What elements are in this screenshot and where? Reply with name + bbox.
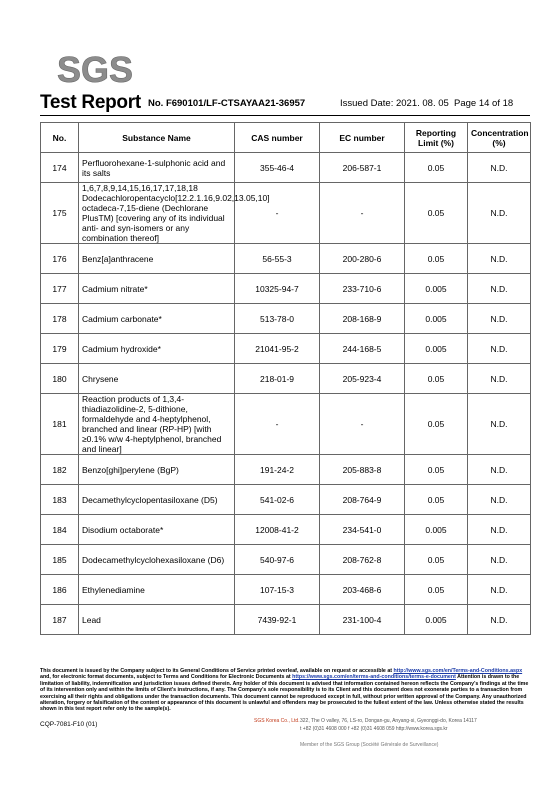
row-no: 174: [41, 153, 79, 183]
row-substance: 1,6,7,8,9,14,15,16,17,17,18,18 Dodecachloropentacyclo[12.2.1.16,9.02,13.05,10] octadeca-7,15-diene (Dechlorane PlusTM) [covering any of its individual anti- and syn-isomers or any combination thereof]: [79, 183, 235, 244]
row-limit: 0.05: [405, 244, 468, 274]
row-cas: -: [235, 183, 320, 244]
form-code: CQP-7081-F10 (01): [40, 721, 98, 728]
row-ec: 208-762-8: [320, 545, 405, 575]
report-title: Test Report: [40, 92, 141, 113]
table-row: [41, 364, 531, 394]
row-limit: 0.005: [405, 334, 468, 364]
row-substance: Ethylenediamine: [79, 575, 235, 605]
e-document-terms-link[interactable]: https://www.sgs.com/en/terms-and-conditions/terms-e-document: [292, 674, 456, 681]
row-substance: Cadmium carbonate*: [79, 304, 235, 334]
row-concentration: N.D.: [468, 334, 531, 364]
row-cas: 540-97-6: [235, 545, 320, 575]
row-concentration: N.D.: [468, 304, 531, 334]
row-ec: 231-100-4: [320, 605, 405, 635]
row-concentration: N.D.: [468, 485, 531, 515]
row-substance: Benz[a]anthracene: [79, 244, 235, 274]
row-limit: 0.05: [405, 183, 468, 244]
row-no: 182: [41, 455, 79, 485]
row-ec: 205-883-8: [320, 455, 405, 485]
table-row: [41, 455, 531, 485]
report-number: No. F690101/LF-CTSAYAA21-36957: [148, 98, 306, 109]
table-row: [41, 545, 531, 575]
row-ec: 205-923-4: [320, 364, 405, 394]
legal-disclaimer: [40, 668, 532, 713]
row-substance: Benzo[ghi]perylene (BgP): [79, 455, 235, 485]
issued-date: Issued Date: 2021. 08. 05: [340, 98, 449, 109]
row-cas: 218-01-9: [235, 364, 320, 394]
table-row: [41, 605, 531, 635]
company-contact: t +82 (0)31 4608 000 f +82 (0)31 4608 059 http://www.korea.sgs.kr: [300, 726, 448, 732]
row-limit: 0.05: [405, 394, 468, 455]
row-no: 175: [41, 183, 79, 244]
row-concentration: N.D.: [468, 515, 531, 545]
row-no: 181: [41, 394, 79, 455]
column-header-substance: Substance Name: [79, 123, 235, 153]
row-ec: 208-764-9: [320, 485, 405, 515]
group-membership: Member of the SGS Group (Société Générale de Surveillance): [300, 742, 439, 748]
row-limit: 0.05: [405, 153, 468, 183]
row-no: 176: [41, 244, 79, 274]
row-no: 178: [41, 304, 79, 334]
disclaimer-text-3: Attention is drawn to the limitation of liability, indemnification and jurisdiction issues defined therein. Any holder of this document is advised that information contained hereon reflects the Company's findings at the time of its intervention only and within the limits of Client's instructions, if any. The Company's sole responsibility is to its Client and this document does not exonerate parties to a transaction from exercising all their rights and obligations under the transaction documents. This document cannot be reproduced except in full, without prior written approval of the Company. Any unauthorized alteration, forgery or falsification of the content or appearance of this document is unlawful and offenders may be prosecuted to the fullest extent of the law. Unless otherwise stated the results shown in this test report refer only to the sample(s).: [40, 674, 529, 713]
table-row: [41, 515, 531, 545]
row-cas: 21041-95-2: [235, 334, 320, 364]
row-substance: Perfluorohexane-1-sulphonic acid and its salts: [79, 153, 235, 183]
row-cas: 12008-41-2: [235, 515, 320, 545]
row-concentration: N.D.: [468, 364, 531, 394]
column-header-limit: Reporting Limit (%): [405, 123, 468, 153]
row-concentration: N.D.: [468, 244, 531, 274]
row-no: 184: [41, 515, 79, 545]
row-no: 179: [41, 334, 79, 364]
row-substance: Dodecamethylcyclohexasiloxane (D6): [79, 545, 235, 575]
row-cas: 513-78-0: [235, 304, 320, 334]
sgs-logo-text: SGS: [56, 49, 134, 90]
row-limit: 0.005: [405, 274, 468, 304]
row-substance: Disodium octaborate*: [79, 515, 235, 545]
row-concentration: N.D.: [468, 183, 531, 244]
column-header-cas: CAS number: [235, 123, 320, 153]
table-row: [41, 274, 531, 304]
company-name: SGS Korea Co., Ltd.: [254, 718, 300, 724]
row-concentration: N.D.: [468, 605, 531, 635]
table-row: [41, 153, 531, 183]
row-no: 177: [41, 274, 79, 304]
row-limit: 0.05: [405, 485, 468, 515]
row-cas: 107-15-3: [235, 575, 320, 605]
row-limit: 0.005: [405, 515, 468, 545]
row-ec: -: [320, 394, 405, 455]
column-header-ec: EC number: [320, 123, 405, 153]
row-no: 183: [41, 485, 79, 515]
row-no: 186: [41, 575, 79, 605]
company-address: 322, The O valley, 76, LS-ro, Dongan-gu, Anyang-si, Gyeonggi-do, Korea 14117: [300, 718, 477, 724]
row-concentration: N.D.: [468, 394, 531, 455]
row-substance: Chrysene: [79, 364, 235, 394]
row-cas: 10325-94-7: [235, 274, 320, 304]
row-limit: 0.05: [405, 455, 468, 485]
row-ec: 203-468-6: [320, 575, 405, 605]
row-cas: 191-24-2: [235, 455, 320, 485]
row-cas: 541-02-6: [235, 485, 320, 515]
table-row: [41, 394, 531, 455]
row-limit: 0.005: [405, 304, 468, 334]
row-limit: 0.05: [405, 575, 468, 605]
table-header-row: [41, 123, 531, 153]
page-indicator: Page 14 of 18: [454, 98, 514, 109]
row-cas: -: [235, 394, 320, 455]
row-no: 185: [41, 545, 79, 575]
row-ec: 200-280-6: [320, 244, 405, 274]
row-concentration: N.D.: [468, 575, 531, 605]
row-substance: Cadmium nitrate*: [79, 274, 235, 304]
row-no: 187: [41, 605, 79, 635]
table-row: [41, 334, 531, 364]
row-ec: 244-168-5: [320, 334, 405, 364]
row-substance: Decamethylcyclopentasiloxane (D5): [79, 485, 235, 515]
row-cas: 56-55-3: [235, 244, 320, 274]
substance-table: [40, 122, 531, 635]
row-concentration: N.D.: [468, 274, 531, 304]
row-substance: Reaction products of 1,3,4-thiadiazolidine-2, 5-dithione, formaldehyde and 4-heptylphenol, branched and linear (RP-HP) [with ≥0.1% w/w 4-heptylphenol, branched and linear]: [79, 394, 235, 455]
disclaimer-text-2: and, for electronic format documents, subject to Terms and Conditions for Electronic Documents at: [40, 674, 293, 681]
table-row: [41, 183, 531, 244]
sgs-logo: [56, 49, 134, 90]
terms-link[interactable]: http://www.sgs.com/en/Terms-and-Conditions.aspx: [393, 668, 523, 674]
row-limit: 0.05: [405, 364, 468, 394]
row-substance: Cadmium hydroxide*: [79, 334, 235, 364]
row-ec: -: [320, 183, 405, 244]
row-concentration: N.D.: [468, 455, 531, 485]
row-no: 180: [41, 364, 79, 394]
row-ec: 234-541-0: [320, 515, 405, 545]
row-limit: 0.005: [405, 605, 468, 635]
row-ec: 206-587-1: [320, 153, 405, 183]
row-cas: 355-46-4: [235, 153, 320, 183]
column-header-concentration: Concentration (%): [468, 123, 531, 153]
row-concentration: N.D.: [468, 545, 531, 575]
row-concentration: N.D.: [468, 153, 531, 183]
row-ec: 208-168-9: [320, 304, 405, 334]
row-substance: Lead: [79, 605, 235, 635]
row-ec: 233-710-6: [320, 274, 405, 304]
table-row: [41, 575, 531, 605]
row-cas: 7439-92-1: [235, 605, 320, 635]
report-header: [40, 92, 530, 114]
table-row: [41, 485, 531, 515]
table-row: [41, 304, 531, 334]
row-limit: 0.05: [405, 545, 468, 575]
header-divider: [40, 115, 530, 116]
table-row: [41, 244, 531, 274]
disclaimer-text-1: This document is issued by the Company subject to its General Conditions of Service printed overleaf, available on request or accessible at: [40, 668, 394, 674]
column-header-no: No.: [41, 123, 79, 153]
